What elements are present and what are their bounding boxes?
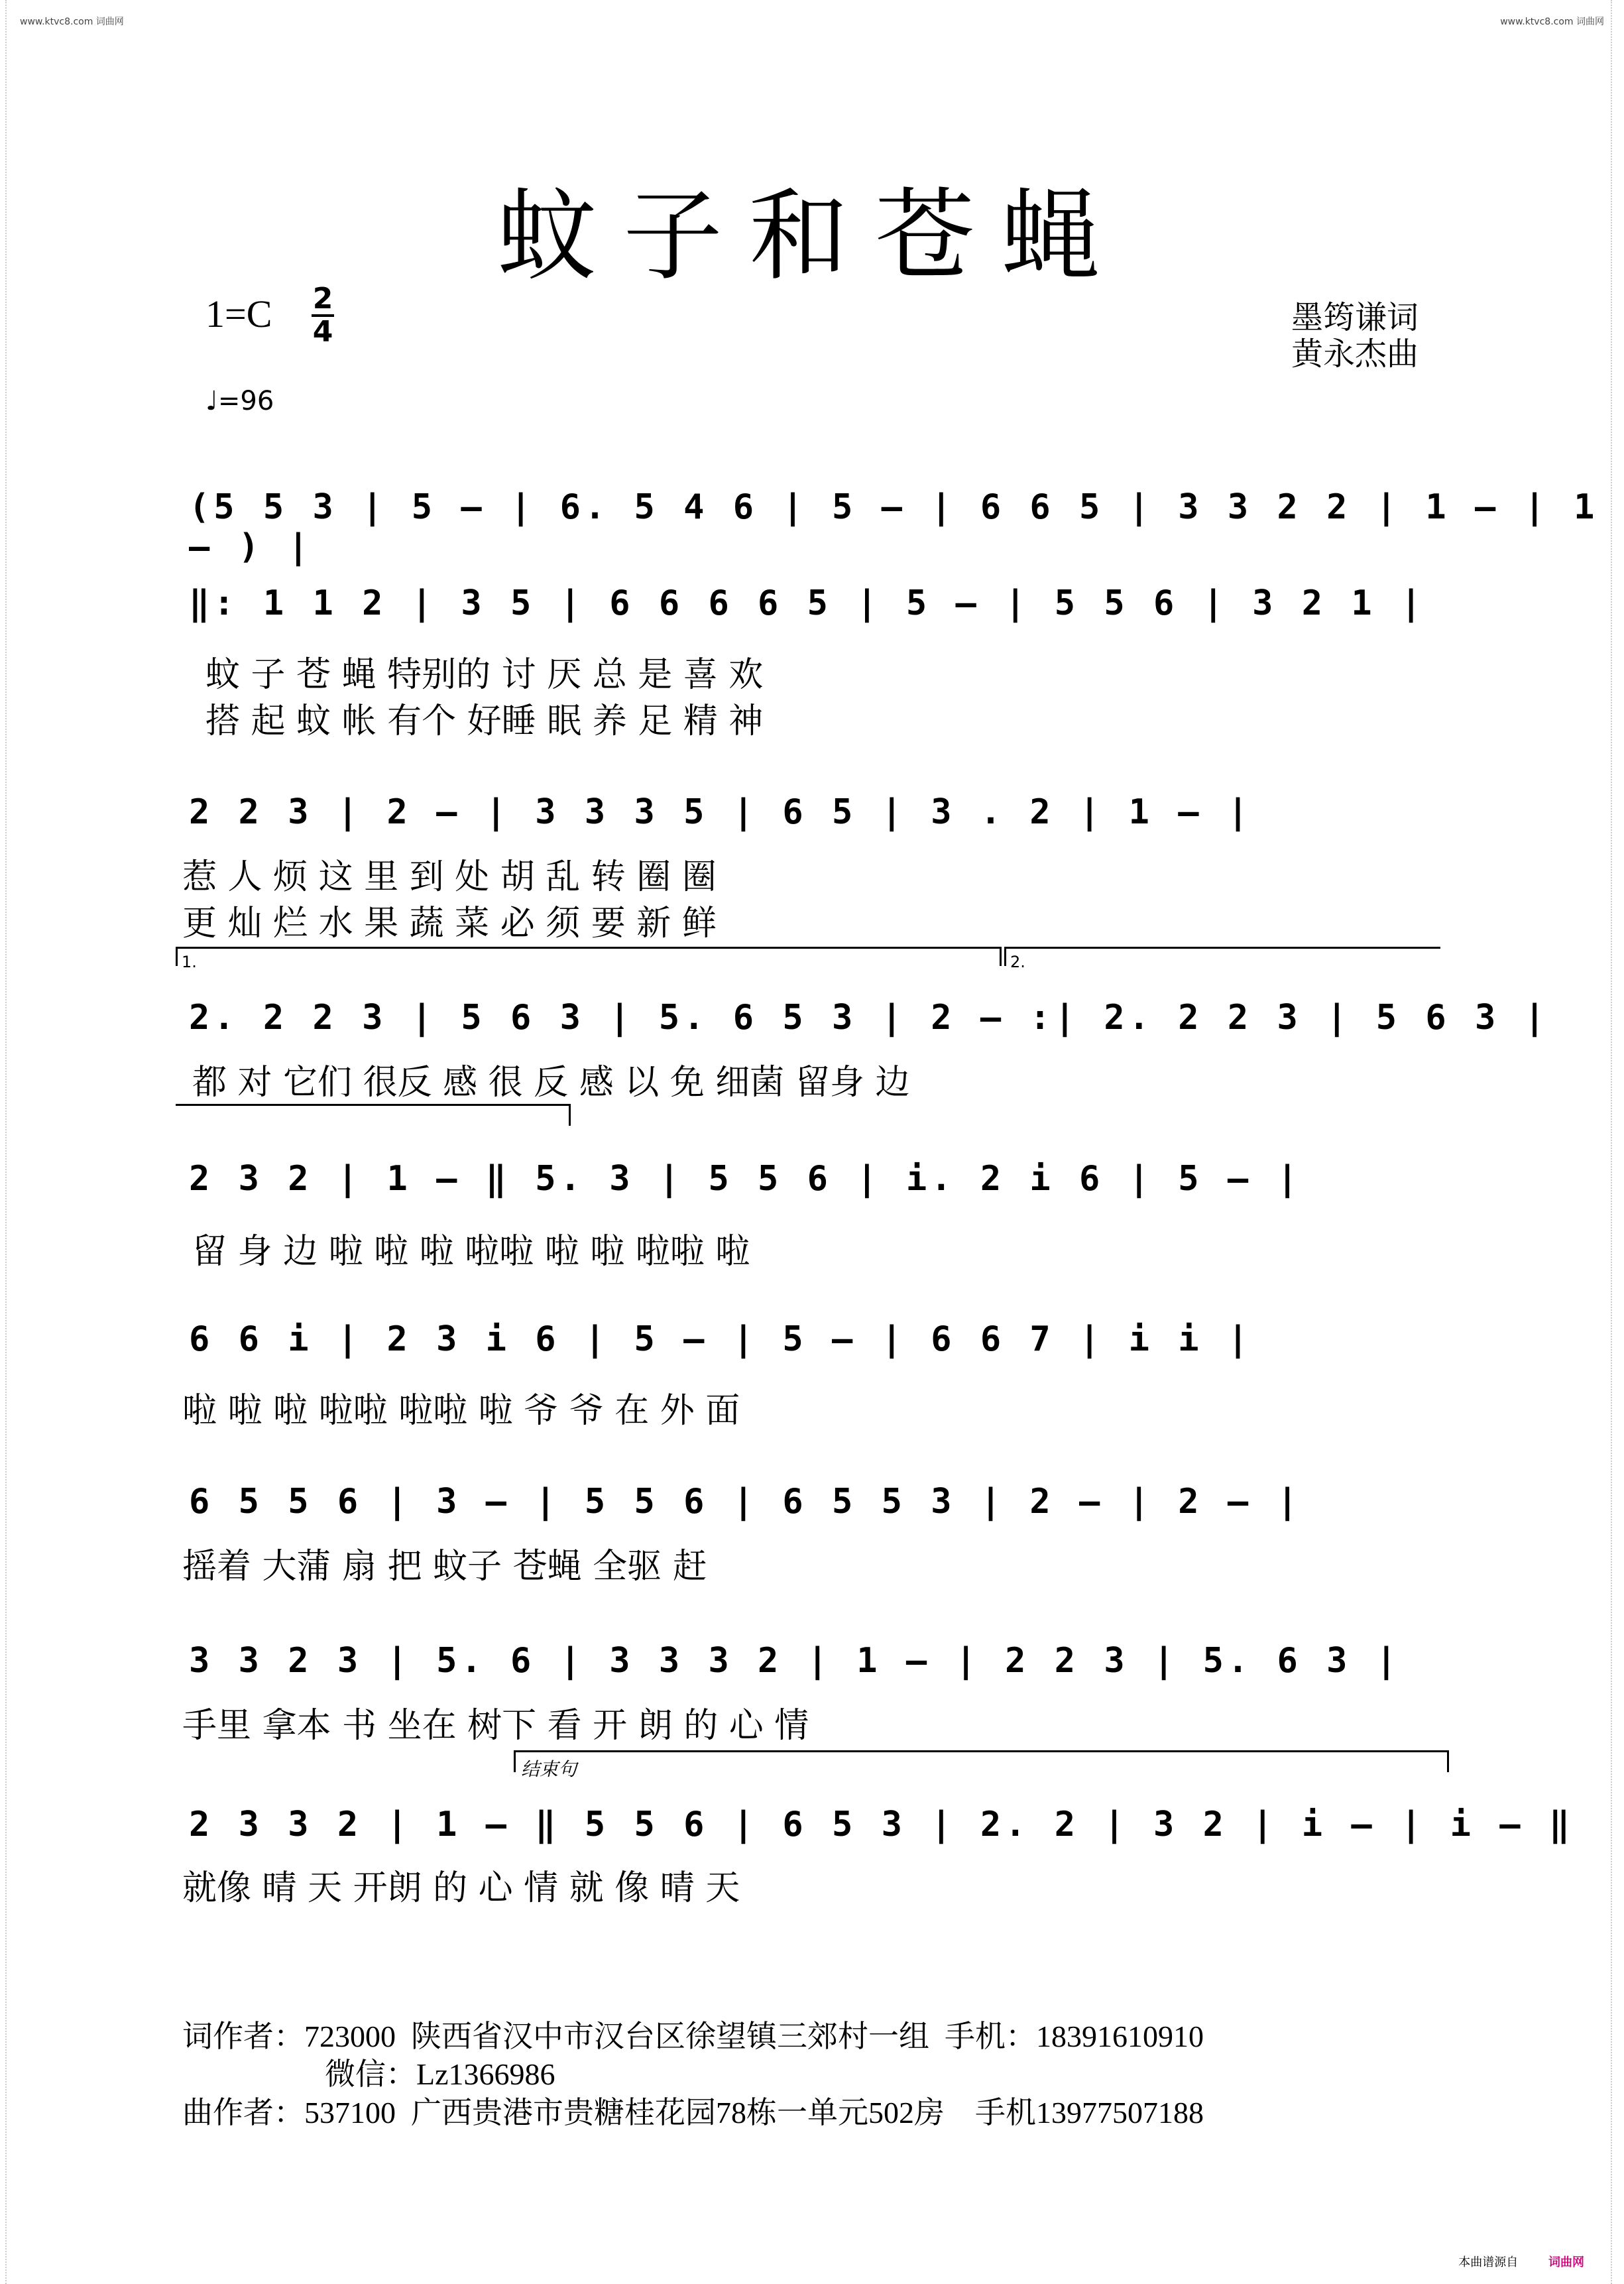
volta-bracket-1: [176, 947, 1002, 971]
score-row-6-music: 6 6 i | 2 3 i 6 | 5 – | 5 – | 6 6 7 | i i |: [189, 1319, 1253, 1359]
score-row-8-lyrics: 手里 拿本 书 坐在 树下 看 开 朗 的 心 情: [182, 1706, 809, 1746]
volta-continuation: [176, 1104, 571, 1126]
score-row-8-music: 3 3 2 3 | 5. 6 | 3 3 3 2 | 1 – | 2 2 3 | 5. 6 3 |: [189, 1641, 1401, 1681]
time-numerator: 2: [312, 282, 333, 316]
tempo-marking: ♩=96: [205, 386, 274, 416]
score-row-7-music: 6 5 5 6 | 3 – | 5 5 6 | 6 5 5 3 | 2 – | 2 – |: [189, 1482, 1302, 1522]
right-border-decoration: [1611, 0, 1619, 2284]
score-row-2-lyrics-2: 搭 起 蚊 帐 有个 好睡 眠 养 足 精 神: [205, 701, 764, 741]
volta-1-label: 1.: [182, 953, 197, 971]
score-row-4-lyrics: 都 对 它们 很反 感 很 反 感 以 免 细菌 留身 边: [192, 1063, 910, 1103]
composer-credit: 黄永杰曲: [1291, 335, 1419, 373]
score-row-1-music: (5 5 3 | 5 – | 6. 5 4 6 | 5 – | 6 6 5 | 3 3 2 2 | 1 – | 1 – ) |: [189, 487, 1599, 567]
site-header-right: www.ktvc8.com 词曲网: [1500, 17, 1604, 27]
time-denominator: 4: [312, 315, 333, 349]
volta-2-label: 2.: [1010, 953, 1025, 971]
composer-contact: 曲作者：537100 广西贵港市贵糖桂花园78栋一单元502房 手机13977507188: [182, 2096, 1204, 2130]
score-row-9-lyrics: 就像 晴 天 开朗 的 心 情 就 像 晴 天: [182, 1868, 740, 1908]
ending-bracket: [514, 1750, 1449, 1780]
score-row-2-lyrics-1: 蚊 子 苍 蝇 特别的 讨 厌 总 是 喜 欢: [205, 655, 764, 695]
score-row-3-lyrics-1: 惹 人 烦 这 里 到 处 胡 乱 转 圈 圈: [182, 857, 717, 897]
score-row-5-lyrics: 留 身 边 啦 啦 啦 啦啦 啦 啦 啦啦 啦: [192, 1232, 750, 1272]
bottom-note: 本曲谱源自: [1458, 2255, 1519, 2269]
lyricist-credit: 墨筠谦词: [1291, 299, 1419, 336]
score-row-6-lyrics: 啦 啦 啦 啦啦 啦啦 啦 爷 爷 在 外 面: [182, 1391, 740, 1431]
score-row-2-music: ‖: 1 1 2 | 3 5 | 6 6 6 6 5 | 5 – | 5 5 6 | 3 2 1 |: [189, 583, 1426, 623]
bottom-source: [1458, 2253, 1584, 2270]
score-row-9-music: 2 3 3 2 | 1 – ‖ 5 5 6 | 6 5 3 | 2. 2 | 3 2 | i – | i – ‖: [189, 1805, 1574, 1844]
lyricist-wechat: 微信：Lz1366986: [325, 2057, 555, 2091]
score-row-3-music: 2 2 3 | 2 – | 3 3 3 5 | 6 5 | 3 . 2 | 1 – |: [189, 792, 1253, 832]
time-signature: [312, 284, 334, 347]
site-header-left: www.ktvc8.com 词曲网: [20, 17, 124, 27]
score-row-7-lyrics: 摇着 大蒲 扇 把 蚊子 苍蝇 全驱 赶: [182, 1547, 707, 1587]
score-row-4-music: 2. 2 2 3 | 5 6 3 | 5. 6 5 3 | 2 – :| 2. 2 2 3 | 5 6 3 |: [189, 998, 1549, 1038]
left-border-decoration: [5, 0, 13, 2284]
score-row-3-lyrics-2: 更 灿 烂 水 果 蔬 菜 必 须 要 新 鲜: [182, 904, 717, 943]
lyricist-contact: 词作者：723000 陕西省汉中市汉台区徐望镇三郊村一组 手机：18391610910: [182, 2019, 1204, 2053]
score-row-5-music: 2 3 2 | 1 – ‖ 5. 3 | 5 5 6 | i. 2 i 6 | 5 – |: [189, 1159, 1302, 1199]
ending-label: 结束句: [521, 1760, 577, 1780]
song-title: 蚊子和苍蝇: [496, 179, 1127, 294]
bottom-brand: 词曲网: [1548, 2255, 1584, 2269]
key-signature: 1=C: [205, 292, 272, 335]
volta-bracket-2: [1004, 947, 1440, 971]
